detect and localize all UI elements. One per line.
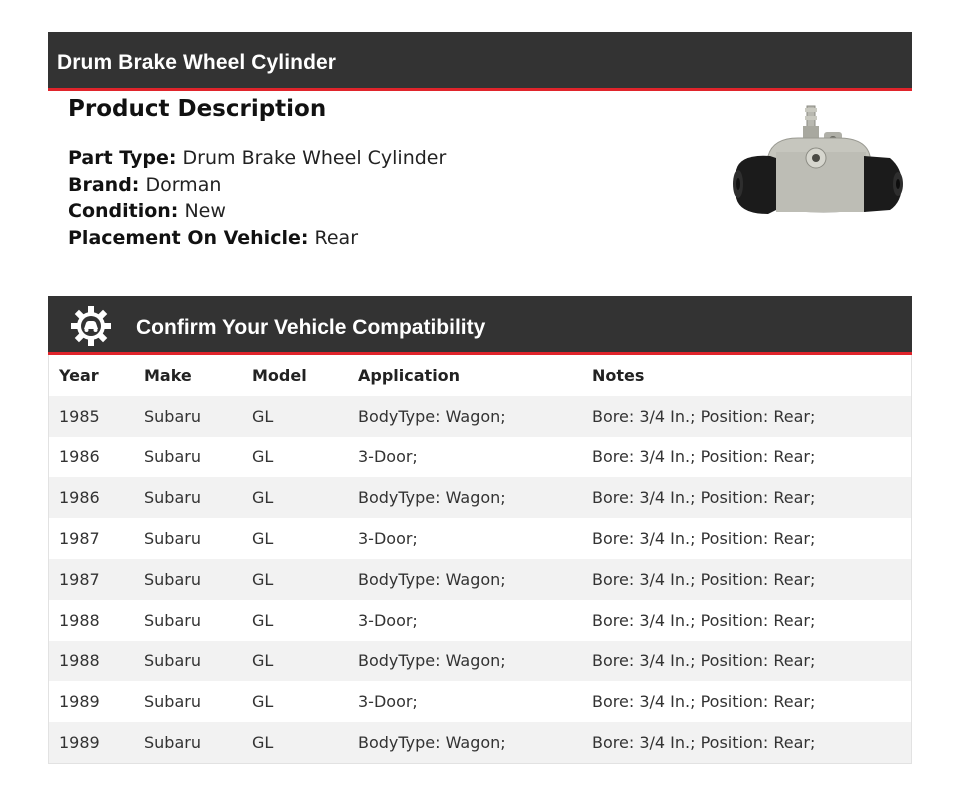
cell-notes: Bore: 3/4 In.; Position: Rear; bbox=[582, 559, 911, 600]
cell-application: 3-Door; bbox=[348, 681, 582, 722]
table-row bbox=[49, 437, 911, 478]
table-header-row bbox=[49, 355, 911, 396]
cell-make: Subaru bbox=[134, 477, 242, 518]
spec-list bbox=[68, 145, 446, 251]
cell-make: Subaru bbox=[134, 518, 242, 559]
cell-model: GL bbox=[242, 681, 348, 722]
cell-application: BodyType: Wagon; bbox=[348, 722, 582, 763]
cell-year: 1989 bbox=[49, 722, 134, 763]
column-header-make: Make bbox=[134, 355, 242, 396]
spec-brand bbox=[68, 172, 446, 199]
cell-make: Subaru bbox=[134, 600, 242, 641]
spec-label: Placement On Vehicle: bbox=[68, 226, 309, 249]
cell-application: BodyType: Wagon; bbox=[348, 477, 582, 518]
cell-notes: Bore: 3/4 In.; Position: Rear; bbox=[582, 437, 911, 478]
cell-model: GL bbox=[242, 559, 348, 600]
cell-model: GL bbox=[242, 396, 348, 437]
cell-application: 3-Door; bbox=[348, 518, 582, 559]
cell-year: 1986 bbox=[49, 437, 134, 478]
compatibility-table bbox=[48, 355, 912, 764]
spec-placement bbox=[68, 225, 446, 252]
cell-notes: Bore: 3/4 In.; Position: Rear; bbox=[582, 477, 911, 518]
cell-year: 1988 bbox=[49, 600, 134, 641]
cell-make: Subaru bbox=[134, 437, 242, 478]
table-row bbox=[49, 396, 911, 437]
cell-model: GL bbox=[242, 641, 348, 682]
table-row bbox=[49, 559, 911, 600]
cell-model: GL bbox=[242, 600, 348, 641]
spec-part-type bbox=[68, 145, 446, 172]
spec-label: Part Type: bbox=[68, 147, 177, 169]
cell-year: 1986 bbox=[49, 477, 134, 518]
cell-make: Subaru bbox=[134, 559, 242, 600]
product-description bbox=[68, 96, 446, 251]
product-image bbox=[728, 98, 908, 220]
cell-year: 1987 bbox=[49, 518, 134, 559]
spec-condition bbox=[68, 198, 446, 225]
product-title: Drum Brake Wheel Cylinder bbox=[57, 51, 337, 74]
cell-make: Subaru bbox=[134, 722, 242, 763]
spec-value: Drum Brake Wheel Cylinder bbox=[182, 147, 447, 169]
table-row bbox=[49, 477, 911, 518]
product-title-bar bbox=[48, 32, 912, 91]
cell-model: GL bbox=[242, 722, 348, 763]
spec-value: Dorman bbox=[145, 173, 222, 196]
cell-model: GL bbox=[242, 477, 348, 518]
cell-year: 1988 bbox=[49, 641, 134, 682]
cell-notes: Bore: 3/4 In.; Position: Rear; bbox=[582, 641, 911, 682]
table-row bbox=[49, 722, 911, 763]
cell-notes: Bore: 3/4 In.; Position: Rear; bbox=[582, 518, 911, 559]
spec-value: Rear bbox=[314, 226, 359, 249]
cell-notes: Bore: 3/4 In.; Position: Rear; bbox=[582, 722, 911, 763]
column-header-year: Year bbox=[49, 355, 134, 396]
spec-label: Brand: bbox=[68, 173, 140, 196]
cell-model: GL bbox=[242, 437, 348, 478]
gear-car-icon bbox=[70, 305, 112, 347]
cell-notes: Bore: 3/4 In.; Position: Rear; bbox=[582, 600, 911, 641]
cell-make: Subaru bbox=[134, 641, 242, 682]
cell-application: 3-Door; bbox=[348, 437, 582, 478]
cell-year: 1989 bbox=[49, 681, 134, 722]
cell-application: BodyType: Wagon; bbox=[348, 641, 582, 682]
table-row bbox=[49, 681, 911, 722]
table-row bbox=[49, 641, 911, 682]
cell-application: BodyType: Wagon; bbox=[348, 559, 582, 600]
cell-year: 1987 bbox=[49, 559, 134, 600]
cell-make: Subaru bbox=[134, 681, 242, 722]
cell-model: GL bbox=[242, 518, 348, 559]
compatibility-header bbox=[48, 296, 912, 355]
column-header-notes: Notes bbox=[582, 355, 911, 396]
cell-notes: Bore: 3/4 In.; Position: Rear; bbox=[582, 396, 911, 437]
column-header-application: Application bbox=[348, 355, 582, 396]
cell-make: Subaru bbox=[134, 396, 242, 437]
cell-notes: Bore: 3/4 In.; Position: Rear; bbox=[582, 681, 911, 722]
cell-application: BodyType: Wagon; bbox=[348, 396, 582, 437]
table-row bbox=[49, 518, 911, 559]
table-row bbox=[49, 600, 911, 641]
cell-year: 1985 bbox=[49, 396, 134, 437]
compatibility-title: Confirm Your Vehicle Compatibility bbox=[136, 316, 486, 339]
cell-application: 3-Door; bbox=[348, 600, 582, 641]
description-heading: Product Description bbox=[68, 96, 327, 122]
spec-label: Condition: bbox=[68, 200, 179, 222]
column-header-model: Model bbox=[242, 355, 348, 396]
spec-value: New bbox=[184, 200, 226, 222]
